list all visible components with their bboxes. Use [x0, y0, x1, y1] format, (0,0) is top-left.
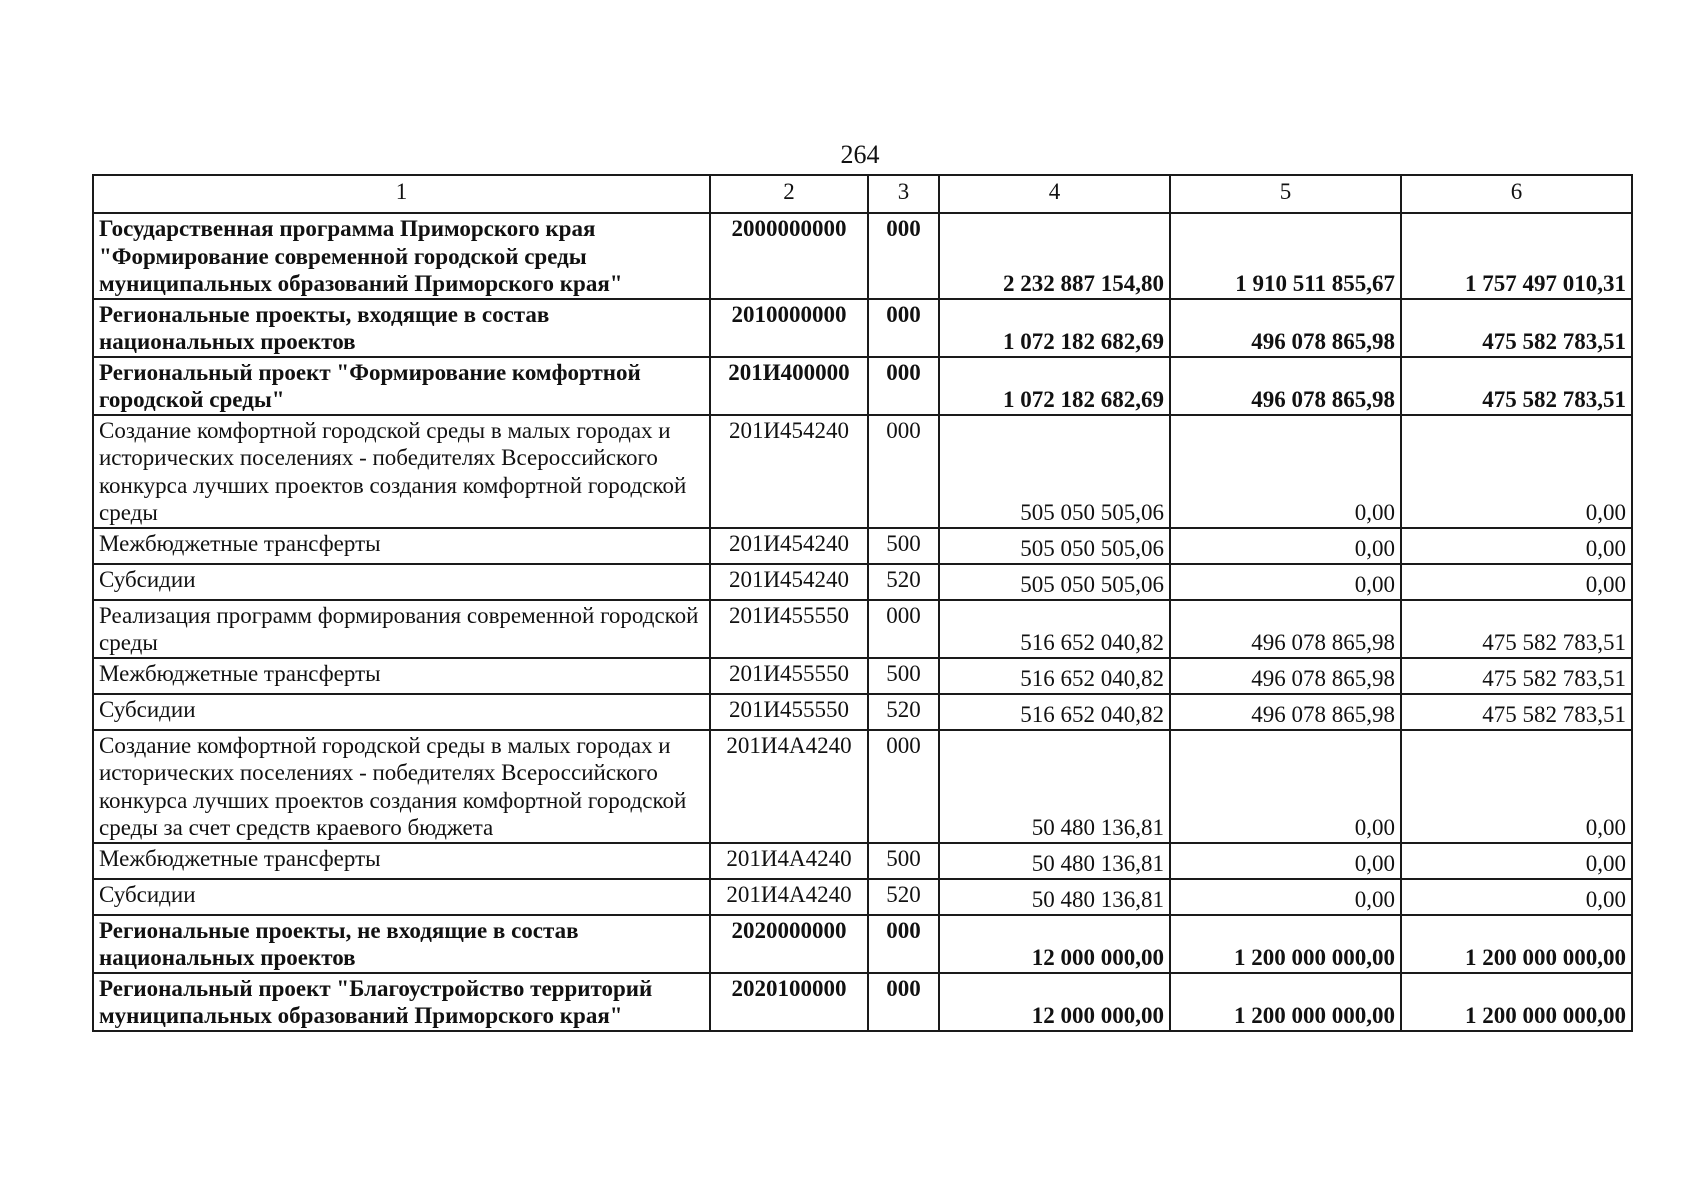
table-row — [93, 658, 1632, 694]
row-amount-1: 12 000 000,00 — [939, 973, 1170, 1031]
row-amount-2: 0,00 — [1170, 730, 1401, 843]
row-amount-3: 0,00 — [1401, 415, 1632, 528]
page-number: 264 — [840, 140, 880, 169]
row-amount-3: 475 582 783,51 — [1401, 694, 1632, 730]
row-amount-2: 496 078 865,98 — [1170, 694, 1401, 730]
row-amount-3: 1 200 000 000,00 — [1401, 973, 1632, 1031]
table-row — [93, 299, 1632, 357]
row-amount-1: 50 480 136,81 — [939, 879, 1170, 915]
row-amount-1: 516 652 040,82 — [939, 600, 1170, 658]
column-header: 3 — [868, 175, 939, 213]
row-name: Субсидии — [93, 564, 710, 600]
row-type-code: 500 — [868, 528, 939, 564]
row-name: Субсидии — [93, 879, 710, 915]
row-amount-1: 505 050 505,06 — [939, 564, 1170, 600]
row-amount-3: 1 757 497 010,31 — [1401, 213, 1632, 299]
row-name: Региональный проект "Благоустройство территорий муниципальных образований Приморского края" — [93, 973, 710, 1031]
table-row — [93, 973, 1632, 1031]
row-name: Региональные проекты, не входящие в состав национальных проектов — [93, 915, 710, 973]
row-amount-2: 0,00 — [1170, 879, 1401, 915]
row-amount-3: 475 582 783,51 — [1401, 600, 1632, 658]
row-type-code: 520 — [868, 694, 939, 730]
table-row — [93, 843, 1632, 879]
row-name: Межбюджетные трансферты — [93, 843, 710, 879]
row-amount-3: 475 582 783,51 — [1401, 299, 1632, 357]
row-amount-2: 1 910 511 855,67 — [1170, 213, 1401, 299]
row-type-code: 000 — [868, 973, 939, 1031]
row-amount-2: 496 078 865,98 — [1170, 600, 1401, 658]
row-amount-1: 516 652 040,82 — [939, 658, 1170, 694]
row-name: Региональный проект "Формирование комфортной городской среды" — [93, 357, 710, 415]
row-name: Межбюджетные трансферты — [93, 658, 710, 694]
row-code: 2000000000 — [710, 213, 868, 299]
row-amount-2: 0,00 — [1170, 564, 1401, 600]
row-code: 2020100000 — [710, 973, 868, 1031]
row-name: Региональные проекты, входящие в состав национальных проектов — [93, 299, 710, 357]
row-amount-1: 50 480 136,81 — [939, 843, 1170, 879]
row-type-code: 000 — [868, 299, 939, 357]
row-amount-2: 496 078 865,98 — [1170, 299, 1401, 357]
row-amount-1: 1 072 182 682,69 — [939, 299, 1170, 357]
table-row — [93, 730, 1632, 843]
row-amount-1: 2 232 887 154,80 — [939, 213, 1170, 299]
budget-table — [92, 174, 1633, 1032]
row-amount-2: 0,00 — [1170, 528, 1401, 564]
row-code: 201И400000 — [710, 357, 868, 415]
row-code: 201И454240 — [710, 528, 868, 564]
column-header: 1 — [93, 175, 710, 213]
table-row — [93, 357, 1632, 415]
row-amount-2: 1 200 000 000,00 — [1170, 973, 1401, 1031]
row-code: 201И455550 — [710, 658, 868, 694]
row-code: 201И454240 — [710, 564, 868, 600]
row-amount-2: 0,00 — [1170, 843, 1401, 879]
table-row — [93, 564, 1632, 600]
row-type-code: 000 — [868, 730, 939, 843]
column-header: 4 — [939, 175, 1170, 213]
row-code: 2010000000 — [710, 299, 868, 357]
table-row — [93, 213, 1632, 299]
row-amount-3: 0,00 — [1401, 528, 1632, 564]
row-type-code: 500 — [868, 843, 939, 879]
table-row — [93, 600, 1632, 658]
row-amount-3: 0,00 — [1401, 843, 1632, 879]
row-code: 201И455550 — [710, 694, 868, 730]
row-amount-3: 0,00 — [1401, 564, 1632, 600]
row-name: Межбюджетные трансферты — [93, 528, 710, 564]
row-code: 201И455550 — [710, 600, 868, 658]
row-name: Субсидии — [93, 694, 710, 730]
row-amount-1: 505 050 505,06 — [939, 415, 1170, 528]
row-amount-1: 505 050 505,06 — [939, 528, 1170, 564]
row-type-code: 520 — [868, 564, 939, 600]
row-amount-3: 475 582 783,51 — [1401, 658, 1632, 694]
column-header: 5 — [1170, 175, 1401, 213]
row-type-code: 520 — [868, 879, 939, 915]
row-code: 201И454240 — [710, 415, 868, 528]
table-row — [93, 915, 1632, 973]
row-code: 201И4А4240 — [710, 843, 868, 879]
table-row — [93, 415, 1632, 528]
row-amount-1: 1 072 182 682,69 — [939, 357, 1170, 415]
row-amount-2: 0,00 — [1170, 415, 1401, 528]
row-amount-1: 516 652 040,82 — [939, 694, 1170, 730]
row-name: Государственная программа Приморского края "Формирование современной городской среды муниципальных образований Приморского края" — [93, 213, 710, 299]
row-type-code: 000 — [868, 357, 939, 415]
table-row — [93, 879, 1632, 915]
row-amount-3: 1 200 000 000,00 — [1401, 915, 1632, 973]
row-name: Создание комфортной городской среды в малых городах и исторических поселениях - победителях Всероссийского конкурса лучших проектов создания комфортной городской среды — [93, 415, 710, 528]
row-type-code: 000 — [868, 213, 939, 299]
row-amount-1: 12 000 000,00 — [939, 915, 1170, 973]
row-name: Реализация программ формирования современной городской среды — [93, 600, 710, 658]
row-code: 201И4А4240 — [710, 730, 868, 843]
column-header: 6 — [1401, 175, 1632, 213]
row-amount-3: 475 582 783,51 — [1401, 357, 1632, 415]
row-type-code: 000 — [868, 415, 939, 528]
table-row — [93, 694, 1632, 730]
row-name: Создание комфортной городской среды в малых городах и исторических поселениях - победителях Всероссийского конкурса лучших проектов создания комфортной городской среды за счет средств краевого бюджета — [93, 730, 710, 843]
row-type-code: 000 — [868, 915, 939, 973]
table-header-row — [93, 175, 1632, 213]
row-code: 201И4А4240 — [710, 879, 868, 915]
column-header: 2 — [710, 175, 868, 213]
table-row — [93, 528, 1632, 564]
row-type-code: 500 — [868, 658, 939, 694]
row-amount-2: 1 200 000 000,00 — [1170, 915, 1401, 973]
row-type-code: 000 — [868, 600, 939, 658]
row-amount-2: 496 078 865,98 — [1170, 357, 1401, 415]
row-amount-3: 0,00 — [1401, 730, 1632, 843]
row-amount-2: 496 078 865,98 — [1170, 658, 1401, 694]
row-amount-3: 0,00 — [1401, 879, 1632, 915]
row-code: 2020000000 — [710, 915, 868, 973]
row-amount-1: 50 480 136,81 — [939, 730, 1170, 843]
